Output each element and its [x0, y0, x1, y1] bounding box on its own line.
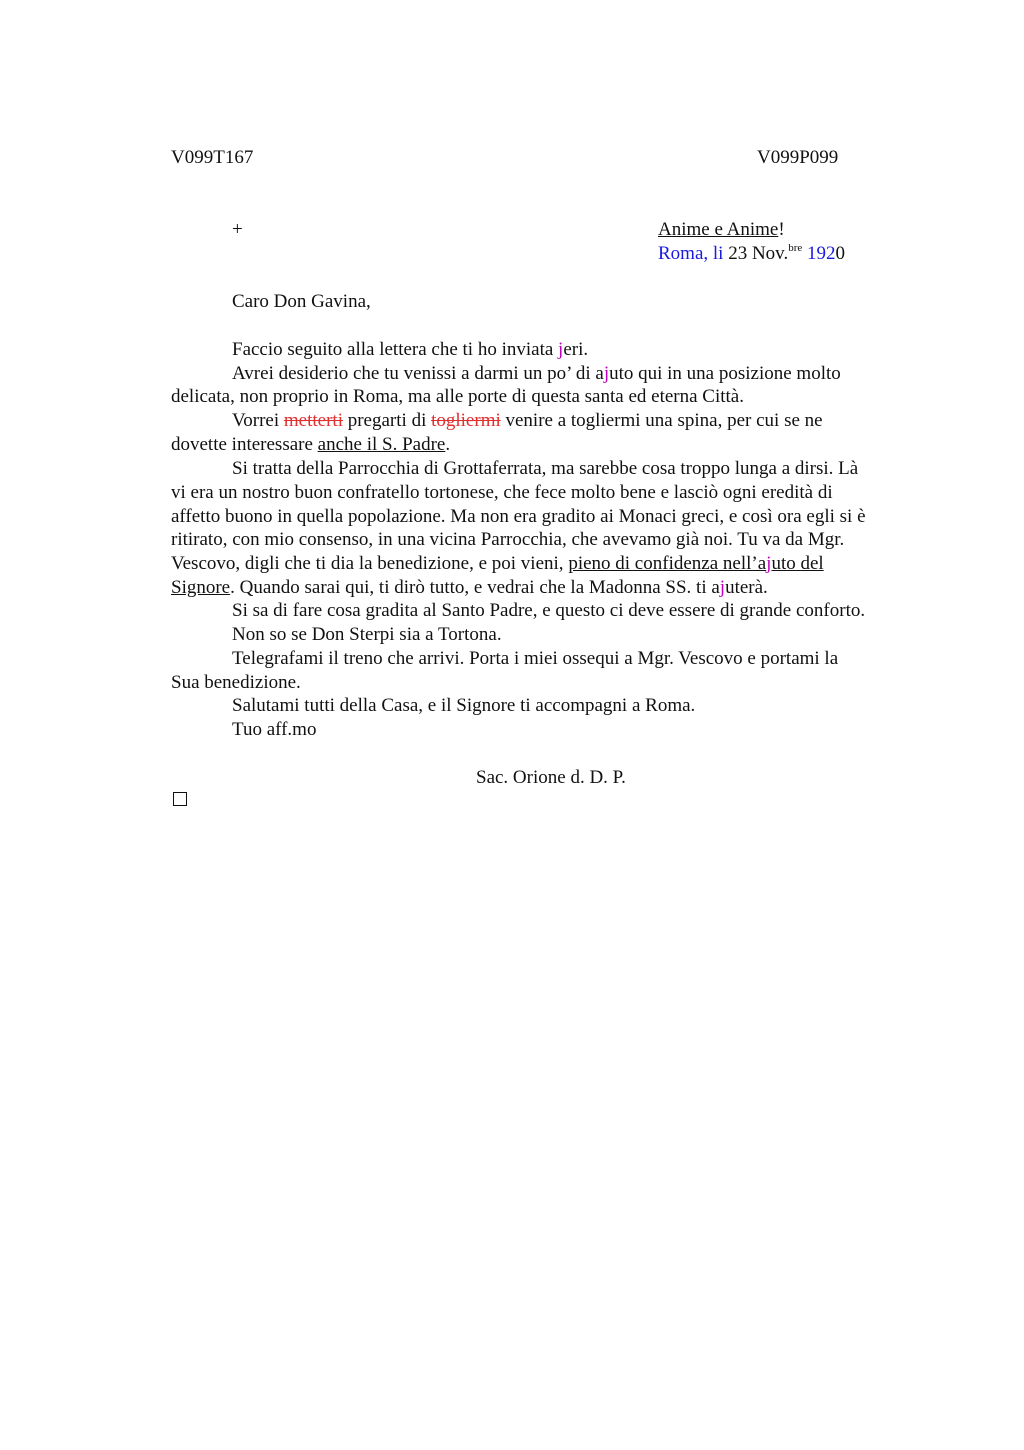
j-mark: j	[719, 577, 726, 598]
signature: Sac. Orione d. D. P.	[476, 767, 626, 788]
p2-line-2: delicata, non proprio in Roma, ma alle porte di questa santa ed eterna Città.	[171, 386, 744, 407]
p3-line-1: Vorrei metterti pregarti di togliermi venire a togliermi una spina, per cui se ne	[232, 410, 823, 431]
p4-line-6: Signore. Quando sarai qui, ti dirò tutto, e vedrai che la Madonna SS. ti ajuterà.	[171, 577, 768, 598]
date-line	[658, 243, 845, 265]
p6-line: Non so se Don Sterpi sia a Tortona.	[232, 624, 502, 645]
date-place: Roma, li	[658, 243, 724, 264]
closing: Tuo aff.mo	[232, 719, 317, 740]
p1-line: Faccio seguito alla lettera che ti ho inviata jeri.	[232, 339, 589, 360]
salutation: Caro Don Gavina,	[232, 291, 371, 312]
underlined-text: Signore	[171, 577, 231, 598]
date-year-a: 192	[802, 243, 836, 264]
p7-line-1: Telegrafami il treno che arrivi. Porta i miei ossequi a Mgr. Vescovo e portami la	[232, 648, 839, 669]
j-mark: j	[603, 363, 610, 384]
p4-line-2: vi era un nostro buon confratello tortonese, che fece molto bene e lasciò ogni eredità di	[171, 482, 833, 503]
motto-text: Anime e Anime	[658, 219, 779, 240]
j-mark: j	[766, 553, 772, 574]
underlined-text: anche il S. Padre	[317, 434, 446, 455]
j-mark: j	[558, 339, 564, 360]
p4-line-5: Vescovo, digli che ti dia la benedizione, e poi vieni, pieno di confidenza nell’ajuto del	[171, 553, 824, 574]
p8-line: Salutami tutti della Casa, e il Signore ti accompagni a Roma.	[232, 695, 696, 716]
motto-punct: !	[778, 219, 785, 240]
p7-line-2: Sua benedizione.	[171, 672, 301, 693]
header-right-code: V099P099	[757, 147, 839, 168]
motto	[658, 219, 785, 241]
date-day-month: 23 Nov.	[723, 243, 789, 264]
header-left-code: V099T167	[171, 147, 254, 168]
p4-line-1: Si tratta della Parrocchia di Grottaferrata, ma sarebbe cosa troppo lunga a dirsi. Là	[232, 458, 859, 479]
p4-line-3: affetto buono in quella popolazione. Ma non era gradito ai Monaci greci, e così ora egli si è	[171, 506, 866, 527]
p4-line-4: ritirato, con mio consenso, in una vicina Parrocchia, che avevamo già noi. Tu va da Mgr.	[171, 529, 845, 550]
cross-mark: +	[232, 219, 243, 240]
date-sup: bre	[788, 242, 803, 254]
date-year-b: 0	[835, 243, 845, 264]
p5-line: Si sa di fare cosa gradita al Santo Padre, e questo ci deve essere di grande conforto.	[232, 600, 866, 621]
p3-line-2: dovette interessare anche il S. Padre.	[171, 434, 451, 455]
deleted-word: togliermi	[431, 410, 501, 431]
underlined-text: pieno di confidenza nell’ajuto del	[568, 553, 824, 574]
checkbox-square	[173, 792, 187, 806]
deleted-word: metterti	[283, 410, 343, 431]
p2-line-1: Avrei desiderio che tu venissi a darmi un po’ di ajuto qui in una posizione molto	[232, 363, 841, 384]
